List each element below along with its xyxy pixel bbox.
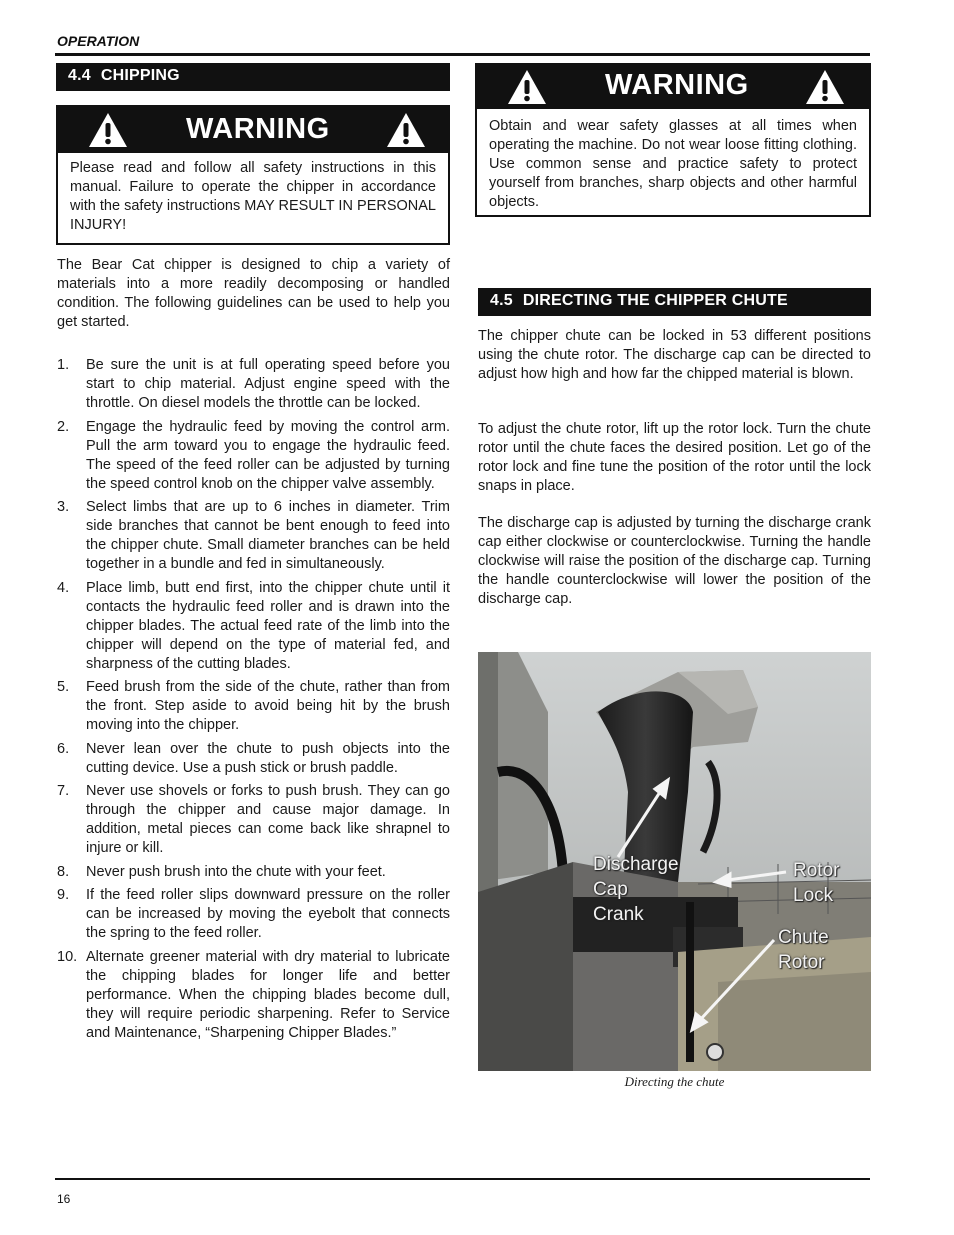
callout-rotor-lock: Rotor Lock (793, 860, 840, 906)
chipping-intro: The Bear Cat chipper is designed to chip a variety of materials into a more readily decomposing or handled condition. The following guidelines can be used to help you get started. (57, 257, 450, 330)
chute-paragraph-2: To adjust the chute rotor, lift up the rotor lock. Turn the chute rotor until the chute faces the desired position. Let go of the rotor lock and fine tune the position of the rotor until the lock snaps in place. (478, 421, 871, 494)
list-item: 9. If the feed roller slips downward pressure on the roller can be increased by moving the eyebolt that connects the spring to the feed roller. (57, 887, 450, 941)
section-title: DIRECTING THE CHIPPER CHUTE (522, 292, 788, 309)
photo-caption: Directing the chute (624, 1074, 725, 1089)
running-title: OPERATION (57, 33, 140, 49)
section-title: CHIPPING (100, 67, 180, 84)
callout-discharge-cap-crank: Discharge Cap Crank (593, 854, 679, 925)
chute-photo (478, 652, 871, 1071)
section-number: 4.5 (490, 292, 513, 309)
warning-title: WARNING (605, 69, 749, 101)
warning-triangle-icon (386, 112, 426, 148)
section-heading-chute (478, 288, 871, 316)
list-item: 6. Never lean over the chute to push objects into the cutting device. Use a push stick or brush paddle. (57, 740, 450, 776)
warning-text: Please read and follow all safety instructions in this manual. Failure to operate the chipper in accordance with the safety instructions MAY RESULT IN PERSONAL INJURY! (70, 160, 436, 233)
header-rule (55, 53, 870, 56)
list-item: 3. Select limbs that are up to 6 inches in diameter. Trim side branches that cannot be bent enough to feed into the chipper chute. Small diameter branches can be held together in a bundle and fed in simultaneously. (57, 499, 450, 572)
warning-title: WARNING (186, 113, 330, 145)
section-number: 4.4 (68, 67, 91, 84)
section-heading-chipping (56, 63, 450, 91)
list-item: 7. Never use shovels or forks to push brush. They can go through the chipper and cause major damage. In addition, metal pieces can come back like shrapnel to injure or kill. (57, 783, 450, 856)
page-number: 16 (57, 1192, 71, 1206)
warning-header (477, 65, 869, 109)
list-item: 2. Engage the hydraulic feed by moving the control arm. Pull the arm toward you to engage the hydraulic feed. The speed of the feed roller can be adjusted by turning the speed control knob on the chipper valve assembly. (57, 418, 450, 492)
footer-rule (55, 1178, 870, 1180)
callout-chute-rotor: Chute Rotor (778, 927, 829, 973)
warning-header (58, 107, 448, 153)
list-item: 5. Feed brush from the side of the chute, rather than from the front. Step aside to avoid being hit by the brush moving into the chipper. (57, 679, 450, 733)
chipping-steps (57, 356, 450, 1047)
list-item: 10. Alternate greener material with dry material to lubricate the chipping blades for longer life and better performance. When the chipping blades become dull, they will require periodic sharpening. Refer to Service and Maintenance, “Sharpening Chipper Blades.” (57, 948, 450, 1041)
warning-text: Obtain and wear safety glasses at all times when operating the machine. Do not wear loose fitting clothing. Use common sense and practice safety to protect yourself from branches, sharp objects and other harmful objects. (489, 118, 857, 210)
chute-paragraph-1: The chipper chute can be locked in 53 different positions using the chute rotor. The discharge cap can be directed to adjust how high and how far the chipped material is blown. (478, 328, 871, 382)
warning-triangle-icon (805, 69, 845, 105)
warning-box-instructions (56, 105, 450, 245)
warning-triangle-icon (507, 69, 547, 105)
list-item: 1. Be sure the unit is at full operating speed before you start to chip material. Adjust engine speed with the throttle. On diesel models the throttle can be locked. (57, 357, 450, 411)
list-item: 4. Place limb, butt end first, into the chipper chute until it contacts the hydraulic feed roller and is drawn into the chipper blades. The actual feed rate of the limb into the chipper will depend on the type of material fed, and sharpness of the cutting blades. (57, 579, 450, 672)
warning-box-safety (475, 63, 871, 217)
warning-triangle-icon (88, 112, 128, 148)
list-item: 8. Never push brush into the chute with your feet. (57, 863, 386, 880)
chute-paragraph-3: The discharge cap is adjusted by turning the discharge crank cap either clockwise or counterclockwise. Turning the handle clockwise will raise the position of the discharge cap. Turning the handle counterclockwise will lower the position of the discharge cap. (478, 515, 871, 607)
